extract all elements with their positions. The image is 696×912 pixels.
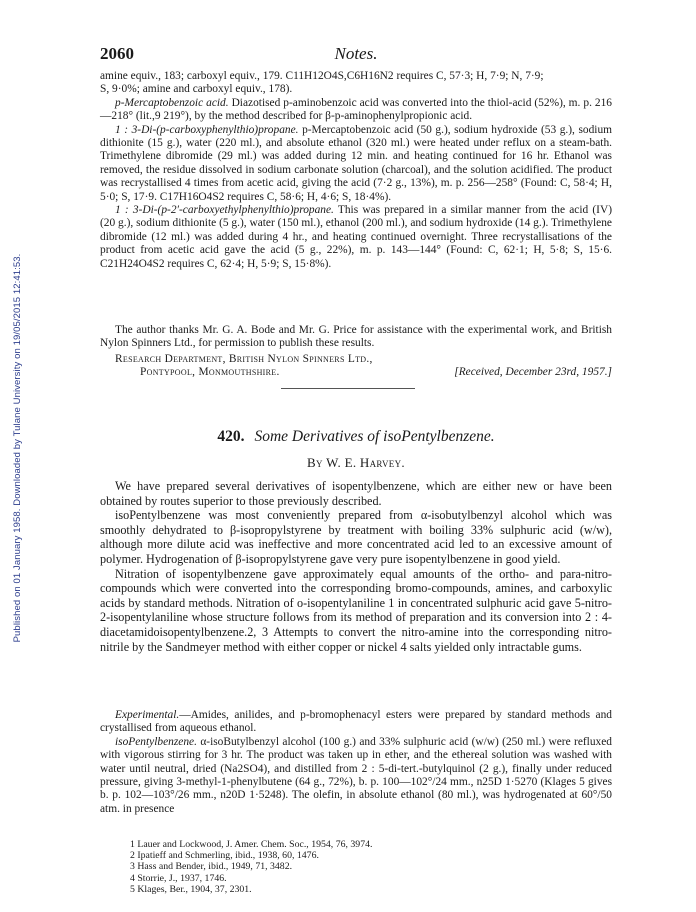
affiliation-line-1: Research Department, British Nylon Spinners Ltd., xyxy=(115,353,373,365)
compound-heading: 1 : 3-Di-(p-carboxyphenylthio)propane. xyxy=(115,123,299,136)
download-watermark: Published on 01 January 1958. Downloaded by Tulane University on 19/05/2015 12:41:53. xyxy=(12,253,23,643)
paragraph-body: Diazotised p-aminobenzoic acid was converted into the thiol-acid (52%), m. p. 216—218° (lit.,9 219°), by the method described for β-p-aminophenylpropionic acid. xyxy=(100,96,612,123)
article-title: Some Derivatives of isoPentylbenzene. xyxy=(254,428,495,445)
section-heading: Experimental. xyxy=(115,709,180,721)
analysis-line-end: S, 9·0%; amine and carboxyl equiv., 178). xyxy=(100,83,293,96)
intro-paragraph-2: isoPentylbenzene was most conveniently prepared from α-isobutylbenzyl alcohol which was smoothly dehydrated to β-isopropylstyrene by treatment with boiling 33% sulphuric acid (w/w), although more dilute acid was ineffective and more concentrated acid led to an excessive amount of polymer. Hydrogenation of β-isopropylstyrene gave very pure isopentylbenzene in good yield. xyxy=(100,508,612,566)
paragraph-body: α-isoButylbenzyl alcohol (100 g.) and 33% sulphuric acid (w/w) (250 ml.) were refluxed with vigorous stirring for 3 hr. The product was taken up in ether, and the ethereal solution was washed with water until neutral, dried (Na2SO4), and distilled from 2 : 5-di-tert.-butylquinol (2 g.), finally under reduced pressure, giving 3-methyl-1-phenylbutene (64 g., 72%), b. p. 100—102°/24 mm., n25D 1·5270 (Klages 5 gives b. p. 102—103°/26 mm., n20D 1·5248). The olefin, in absolute ethanol (80 ml.), was hydrogenated at 60°/50 atm. in presence xyxy=(100,735,612,815)
received-date: [Received, December 23rd, 1957.] xyxy=(454,366,612,378)
article-number: 420. xyxy=(217,428,245,445)
footnote: 5 Klages, Ber., 1904, 37, 2301. xyxy=(130,883,252,895)
compound-heading: isoPentylbenzene. xyxy=(115,735,197,748)
experimental-paragraph-2 xyxy=(100,736,612,816)
footnote: 3 Hass and Bender, ibid., 1949, 71, 3482. xyxy=(130,861,293,873)
paragraph-carboxyphenylthio-propane xyxy=(100,124,612,204)
footnotes xyxy=(130,839,610,895)
paragraph-body: This was prepared in a similar manner from the acid (IV) (20 g.), sodium dithionite (5 g.), water (150 ml.), ethanol (200 ml.), and sodium hydroxide (14 g.). Trimethylene dibromide (12 ml.) was added during 4 hr., and heating continued overnight. Three recrystallisations of the product from acetic acid gave the acid (5 g., 22%), m. p. 143—144° (Found: C, 62·1; H, 5·8; S, 15·6. C21H24O4S2 requires C, 62·4; H, 5·9; S, 15·8%). xyxy=(100,204,612,270)
paragraph-mercaptobenzoic-acid xyxy=(100,97,612,124)
paragraph-body: p-Mercaptobenzoic acid (50 g.), sodium hydroxide (53 g.), sodium dithionite (15 g.), water (220 ml.), and absolute ethanol (320 ml.) were heated under reflux on a steam-bath. Trimethylene dibromide (29 ml.) was added during 12 min. and heating continued for 16 hr. Ethanol was removed, the residue dissolved in sodium carbonate solution (charcoal), and the solution acidified. The product was recrystallised 4 times from acetic acid, giving the acid (7·2 g., 13%), m. p. 256—258° (Found: C, 58·4; H, 5·0; S, 17·9. C17H16O4S2 requires C, 58·6; H, 4·6; S, 18·4%). xyxy=(100,123,612,203)
intro-paragraph-3: Nitration of isopentylbenzene gave approximately equal amounts of the ortho- and para-nitro-compounds which were converted into the corresponding bromo-compounds, amines, and carboxylic acids by standard methods. Nitration of o-isopentylaniline 1 in concentrated sulphuric acid gave 5-nitro-2-isopentylaniline whose structure follows from its method of preparation and its conversion into 2 : 4-diacetamidoisopentylbenzene.2, 3 Attempts to convert the nitro-amine into the corresponding nitro-nitrile by the Sandmeyer method with either copper or nickel 4 salts yielded only intractable gums. xyxy=(100,566,612,654)
section-divider xyxy=(281,388,415,389)
compound-heading: p-Mercaptobenzoic acid. xyxy=(115,96,229,109)
intro-paragraph-1: We have prepared several derivatives of isopentylbenzene, which are either new or have been obtained by routes superior to those previously described. xyxy=(100,479,612,508)
paragraph-carboxyethylphenylthio-propane xyxy=(100,204,612,271)
acknowledgement-text: The author thanks Mr. G. A. Bode and Mr. G. Price for assistance with the experimental work, and British Nylon Spinners Ltd., for permission to publish these results. xyxy=(100,324,612,350)
article-heading xyxy=(100,428,612,446)
experimental-section xyxy=(100,709,612,816)
paragraph-body: —Amides, anilides, and p-bromophenacyl esters were prepared by standard methods and crystallised from aqueous ethanol. xyxy=(100,709,612,735)
footnote: 1 Lauer and Lockwood, J. Amer. Chem. Soc., 1954, 76, 3974. xyxy=(130,839,373,850)
running-title: Notes. xyxy=(334,44,378,63)
affiliation-row-2 xyxy=(100,366,612,379)
compound-heading: 1 : 3-Di-(p-2′-carboxyethylphenylthio)propane. xyxy=(115,204,334,217)
footnote: 2 Ipatieff and Schmerling, ibid., 1938, 60, 1476. xyxy=(130,850,319,862)
author-byline: By W. E. Harvey. xyxy=(307,455,405,470)
experimental-paragraph-1 xyxy=(100,709,612,736)
footnote: 4 Storrie, J., 1937, 1746. xyxy=(130,872,227,884)
page-number: 2060 xyxy=(100,44,134,63)
acknowledgement xyxy=(100,324,612,351)
page-header xyxy=(100,44,612,66)
preceding-note-text xyxy=(100,70,612,271)
affiliation-block xyxy=(100,353,612,379)
affiliation-line-2: Pontypool, Monmouthshire. xyxy=(140,366,280,378)
analysis-line: amine equiv., 183; carboxyl equiv., 179. C11H12O4S,C6H16N2 requires C, 57·3; H, 7·9; N, 7·9; xyxy=(100,70,544,82)
introduction xyxy=(100,479,612,654)
